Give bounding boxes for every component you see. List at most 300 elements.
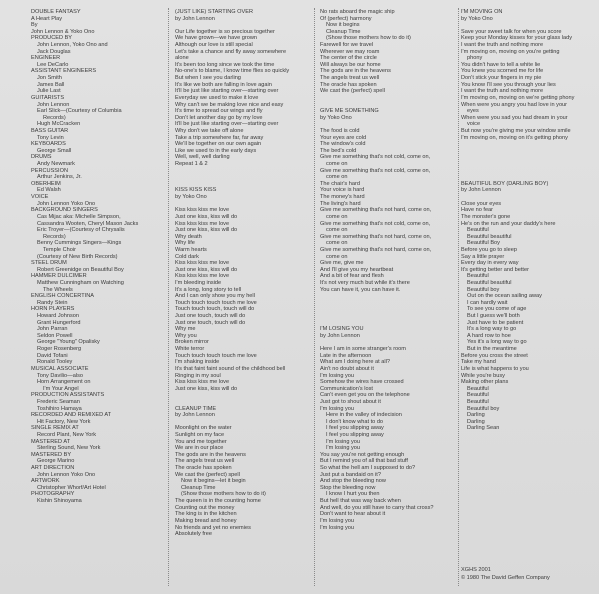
text-line: I can hardly wait [467,299,508,306]
text-line: Randy Stein [37,299,68,306]
text-line: When were you sad you had dream in your [461,114,568,121]
text-line: PRODUCTION ASSISTANTS [31,392,105,399]
text-line: (Show those mothers how to do it) [326,35,411,42]
text-line: Give me something that's not hard, come on, [320,233,432,240]
column-divider [314,8,315,586]
text-line: Why can't we be making love nice and easy [175,101,284,108]
text-line: I'm Your Angel [43,385,79,392]
blank-line [320,306,456,313]
text-line: But when I see you darling [175,75,241,82]
text-line: We cast the (perfect) spell [175,471,240,478]
text-line: Lee DeCarlo [37,61,69,68]
text-line: Touch touch touch touch me love [175,299,257,306]
text-line: We are in our place [175,445,224,452]
text-line: I'm moving on, moving on you're getting [461,48,560,55]
blank-line [320,293,456,300]
blank-line [320,102,456,109]
text-line: Christopher Whorf/Art Hotel [37,484,106,491]
text-line: Why death [175,233,202,240]
text-line: Beautiful [467,392,489,399]
blank-line [175,201,313,208]
text-line: So what the hell am I supposed to do? [320,465,416,472]
text-line: James Ball [37,81,65,88]
text-line: Ronald Tooley [37,359,73,366]
text-line: Yes it's a long way to go [467,339,527,346]
text-line: Farewell for we travel [320,42,374,49]
text-line: Like we used to in the early days [175,147,257,154]
text-line: (Show those mothers how to do it) [181,491,266,498]
catalog-number: XGHS 2001 [461,567,491,573]
text-line: come on [326,240,348,247]
text-line: I'M MOVING ON [461,9,503,15]
text-line: SINGLE REMIX AT [31,425,79,432]
text-line: Now it begins—let it begin [181,478,246,485]
text-line: Give me something that's not hard, come on, [320,207,432,214]
text-line: Just have to be patient [467,319,524,326]
text-line: The center of the circle [320,55,377,62]
text-line: Life is what happens to you [461,365,529,372]
text-line: And well, do you still have to carry that cross? [320,504,434,511]
blank-line [320,339,456,346]
text-line: The gods are in the heavens [320,68,391,75]
text-line: Howard Johnson [37,313,79,320]
text-line: Communication's lost [320,385,373,392]
text-line: Hugh McCracken [37,121,81,128]
text-line: Don't stick your fingers in my pie [461,75,542,82]
text-line: Well, well, well darling [175,154,230,161]
text-line: It's a long way to go [467,326,517,333]
text-line: John Parran [37,326,68,333]
text-line: When were you angry you had love in your [461,101,568,108]
text-line: PHOTOGRAPHY [31,491,75,498]
blank-line [175,419,313,426]
text-line: RECORDED AND REMIXED AT [31,412,112,419]
text-line: I know I hurt you then [326,491,380,498]
blank-line [320,121,456,128]
text-line: DOUBLE FANTASY [31,9,81,15]
text-line: GIVE ME SOMETHING [320,108,379,115]
text-line: Beautiful Boy [467,240,500,247]
text-line: We cast the (perfect) spell [320,88,385,95]
text-line: Why life [175,240,195,247]
text-line: Touch touch touch, touch will do [175,306,255,313]
text-line: MASTERED AT [31,438,71,445]
text-line: alone [175,55,189,62]
text-line: The angels treat us well [320,75,380,82]
text-line: Cassandra Wooten, Cheryl Mason Jacks [37,220,139,227]
text-line: Keep your Monday kisses for your glass lady [461,35,572,42]
blank-line [175,22,313,29]
text-line: Darling [467,412,485,419]
text-line: Just one kiss, kiss will do [175,227,238,234]
text-line: Although our love is still special [175,42,253,49]
text-line: I'm losing you [326,438,361,445]
text-line: I'M LOSING YOU [320,326,364,333]
blank-line [461,148,595,155]
text-line: No-one's to blame, I know time flies so quickly [175,68,290,75]
text-line: Making bread and honey [175,517,237,524]
text-line: ARTWORK [31,478,60,485]
text-line: Why me [175,326,196,333]
text-line: Wherever we may roam [320,48,380,55]
blank-line [461,141,595,148]
text-line: Darling [467,418,485,425]
text-line: Out on the ocean sailing away [467,293,542,300]
text-line: You and me together [175,438,227,445]
text-line: Why you [175,332,197,339]
text-line: eyes [467,108,479,115]
text-line: (JUST LIKE) STARTING OVER [175,9,254,15]
text-line: I'm losing you [320,524,355,531]
text-line: Warm hearts [175,246,207,253]
text-line: But hell that was way back when [320,498,401,505]
text-line: Our Life together is so precious together [175,28,275,35]
text-line: MASTERED BY [31,451,72,458]
text-line: Here I am in some stranger's room [320,346,406,353]
text-line: Counting out the money [175,504,235,511]
text-line: I feel you slipping away [326,425,384,432]
blank-line [461,154,595,161]
text-line: Kiss kiss kiss me love [175,220,230,227]
text-line: OBERHEIM [31,180,61,187]
text-line: Just one kiss, kiss will do [175,213,238,220]
text-line: Late in the afternoon [320,352,372,359]
text-line: KISS KISS KISS [175,187,217,194]
text-line: And stop the bleeding now [320,478,386,485]
text-line: To see you come of age [467,306,527,313]
text-line: Give me something that's not hard, come on, [320,246,432,253]
text-line: John Lennon [37,101,70,108]
blank-line [175,174,313,181]
text-line: BEAUTIFUL BOY (DARLING BOY) [461,180,549,187]
text-line: I'm bleeding inside [175,279,222,286]
text-line: Roger Rosenberg [37,346,82,353]
text-line: Kiss kiss kiss me love [175,379,230,386]
text-line: Take a trip somewhere far, far away [175,134,264,141]
text-line: Just one touch, touch will do [175,319,246,326]
text-line: The window's cold [320,141,366,148]
text-line: Beautiful boy [467,405,500,412]
text-line: But I guess we'll both [467,313,520,320]
text-line: Eric Troyer—(Courtesy of Chrysalis [37,227,125,234]
text-line: You say you're not getting enough [320,451,405,458]
text-line: VOICE [31,194,49,201]
text-line: Somehow the wires have crossed [320,379,404,386]
text-line: The living's hard [320,200,361,207]
text-line: come on [326,174,348,181]
text-line: Kishin Shinoyama [37,498,82,505]
text-line: No friends and yet no enemies [175,524,251,531]
text-line: And I can only show you my hell [175,293,255,300]
text-line: Now it begins [326,22,360,29]
lyrics-column-3 [320,9,456,531]
text-line: ASSISTANT ENGINEERS [31,68,97,75]
text-line: Kiss kiss kiss me love [175,273,230,280]
text-line: John Lennon, Yoko Ono and [37,42,108,49]
text-line: George Small [37,147,72,154]
text-line: But now you're giving me your window smile [461,127,571,134]
text-line: PERCUSSION [31,167,68,174]
text-line: Save your sweet talk for when you score [461,28,562,35]
text-line: Stop the bleeding now [320,484,376,491]
text-line: David Tofani [37,352,68,359]
blank-line [461,22,595,29]
text-line: I'm moving on, moving on we're getting phony [461,94,575,101]
text-line: Arthur Jenkins, Jr. [37,174,82,181]
text-line: Before you go to sleep [461,246,517,253]
text-line: Just one touch, touch will do [175,313,246,320]
text-line: CLEANUP TIME [175,405,217,412]
text-line: ENGLISH CONCERTINA [31,293,94,300]
text-line: Just one kiss, kiss will do [175,266,238,273]
column-divider [458,8,459,586]
text-line: Just one kiss, kiss will do [175,385,238,392]
text-line: Broken mirror [175,339,209,346]
text-line: PRODUCED BY [31,35,73,42]
text-line: Benny Cummings Singers—Kings [37,240,122,247]
text-line: Say a little prayer [461,253,505,260]
credits-column [31,9,171,505]
text-line: Here in the valley of indecision [326,412,402,419]
text-line: It'll be just like starting over—starting over [175,121,279,128]
text-line: You didn't have to tell a white lie [461,61,541,68]
text-line: Why don't we take off alone [175,127,244,134]
blank-line [320,95,456,102]
text-line: The angels treat us well [175,458,235,465]
text-line: Andy Newmark [37,161,75,168]
text-line: Sunlight on my face [175,432,225,438]
text-line: Let's take a chance and fly away somewhere [175,48,287,55]
text-line: KEYBOARDS [31,141,66,148]
text-line: You knew you scorned me for life [461,68,544,75]
text-line: Take my hand [461,359,496,366]
text-line: Records) [43,233,66,240]
text-line: Give me something that's not cold, come on, [320,154,431,161]
text-line: Record Plant, New York [37,432,97,438]
text-line: BACKGROUND SINGERS [31,207,98,214]
text-line: by John Lennon [175,412,215,419]
text-line: come on [326,161,348,168]
text-line: phony [467,55,483,62]
text-line: But I remind you of all that bad stuff [320,458,408,465]
blank-line [320,313,456,320]
text-line: No rats aboard the magic ship [320,9,395,15]
text-line: Earl Slick—(Courtesy of Columbia [37,108,122,115]
text-line: I'm moving on, moving on it's getting phony [461,134,568,141]
text-line: I'm losing you [326,445,361,452]
text-line: Matthew Cunningham on Watching [37,279,124,286]
text-line: Ed Walsh [37,187,61,194]
text-line: Temple Choir [43,246,76,253]
text-line: Your eyes are cold [320,134,367,141]
text-line: John Lennon Yoko Ono [37,471,96,478]
text-line: Tony Davilio—also [37,372,84,379]
text-line: The bed's cold [320,147,357,154]
text-line: Darling Sean [467,425,500,432]
text-line: What am I doing here at all? [320,359,390,366]
text-line: And a bit of fear and flesh [320,273,384,280]
text-line: Jack Douglas [37,48,71,55]
blank-line [461,161,595,168]
text-line: HORN PLAYERS [31,306,75,313]
text-line: We have grown—we have grown [175,35,257,42]
text-line: It's not very much but while it's there [320,279,410,286]
text-line: Everyday we used to make it love [175,94,259,101]
text-line: Can't even get you on the telephone [320,392,410,399]
text-line: Beautiful [467,385,489,392]
text-line: Your voice is hard [320,187,365,194]
text-line: come on [326,227,348,234]
blank-line [175,181,313,188]
blank-line [461,168,595,175]
text-line: But in the meantime [467,346,517,353]
text-line: The food is cold [320,127,360,134]
text-line: Jon Smith [37,75,62,82]
text-line: I don't know what to do [326,418,384,425]
text-line: by John Lennon [175,15,215,22]
copyright-line: © 1980 The David Geffen Company [461,575,550,581]
column-divider [168,8,169,586]
text-line: Cleanup Time [326,28,361,35]
text-line: We'll be together on our own again [175,141,262,148]
text-line: It's time to spread our wings and fly [175,108,263,115]
text-line: It's like we both are falling in love again [175,81,272,88]
text-line: by John Lennon [320,332,360,339]
text-line: The Wheels [43,286,73,293]
blank-line [175,392,313,399]
text-line: by Yoko Ono [461,15,493,22]
text-line: Don't let another day go by my love [175,114,263,121]
text-line: I'm shaking inside [175,359,220,366]
text-line: The gods are in the heavens [175,451,246,458]
text-line: White terror [175,346,205,353]
text-line: Beautiful beautiful [467,233,512,240]
lyrics-column-2 [175,9,313,538]
blank-line [175,399,313,406]
text-line: Julie Last [37,88,61,95]
text-line: The chair's hard [320,180,360,187]
text-line: DRUMS [31,154,52,161]
text-line: ART DIRECTION [31,465,75,472]
text-line: The monster's gone [461,213,511,220]
lyrics-column-4 [461,9,595,432]
text-line: It's that faint faint sound of the childhood bell [175,365,286,372]
text-line: Close your eyes [461,200,502,207]
text-line: By [31,22,38,29]
text-line: Seldon Powell [37,332,73,339]
text-line: Cold dark [175,253,199,260]
text-line: It's getting better and better [461,266,529,273]
text-line: The money's hard [320,194,365,201]
text-line: come on [326,213,348,220]
text-line: John Lennon Yoko Ono [37,200,96,207]
text-line: A hard row to hoe [467,332,511,339]
text-line: While you're busy [461,372,505,379]
text-line: come on [326,253,348,260]
text-line: It's a long, long story to tell [175,286,242,293]
text-line: by Yoko Ono [320,114,352,121]
text-line: Touch touch touch touch me love [175,352,257,359]
text-line: Give me something that's not cold, come on, [320,220,431,227]
text-line: The oracle has spoken [175,465,232,472]
text-line: Grant Hungerford [37,319,81,326]
text-line: Will always be our home [320,61,381,68]
text-line: He's on the run and your daddy's here [461,220,556,227]
text-line: Absolutely free [175,531,213,538]
text-line: MUSICAL ASSOCIATE [31,365,89,372]
text-line: Repeat 1 & 2 [175,161,208,168]
text-line: Just got to shout about it [320,398,381,405]
text-line: Making other plans [461,379,509,386]
text-line: Kiss kiss kiss me love [175,207,230,214]
text-line: Tony Levin [37,134,64,141]
blank-line [175,168,313,175]
text-line: You know I'll see you through your lies [461,81,556,88]
blank-line [320,300,456,307]
text-line: George Marino [37,458,75,465]
text-line: Records) [43,114,66,121]
blank-line [461,174,595,181]
text-line: The oracle has spoken [320,81,377,88]
text-line: I want the truth and nothing more [461,42,544,49]
text-line: Cas Mijac aka: Michelle Simpson, [37,213,121,220]
text-line: GUITARISTS [31,94,65,101]
text-line: The king is in the kitchen [175,511,237,518]
text-line: Every day in every way [461,260,519,267]
text-line: Frederic Seaman [37,398,80,405]
text-line: Toshihiro Hamaya [37,405,82,412]
text-line: Beautiful [467,273,489,280]
text-line: Beautiful beautiful [467,279,512,286]
text-line: HAMMER DULCIMER [31,273,87,280]
text-line: Have no fear [461,207,494,214]
text-line: Don't want to hear about it [320,511,386,518]
text-line: A Heart Play [31,15,63,22]
text-line: Moonlight on the water [175,425,232,432]
text-line: You can have it, you can have it. [320,286,401,293]
text-line: STEEL DRUM [31,260,67,267]
text-line: Hit Factory, New York [37,418,91,425]
text-line: Beautiful [467,398,489,405]
text-line: ENGINEER [31,55,61,62]
text-line: Before you cross the street [461,352,528,359]
text-line: BASS GUITAR [31,127,69,134]
text-line: voice [467,121,481,128]
text-line: The queen is in the counting home [175,498,261,505]
text-line: Sterling Sound, New York [37,445,101,452]
text-line: George "Young" Opalisky [37,339,100,346]
blank-line [320,320,456,327]
text-line: And I'll give you my heartbeat [320,266,394,273]
text-line: Beautiful [467,227,489,234]
text-line: I feel you slipping away [326,432,384,438]
text-line: Cleanup Time [181,484,216,491]
text-line: Just put a bandaid on it? [320,471,381,478]
text-line: Give me, give me [320,260,364,267]
text-line: Beautiful boy [467,286,500,293]
text-line: John Lennon & Yoko Ono [31,28,95,35]
blank-line [461,194,595,201]
text-line: Kiss kiss kiss me love [175,260,230,267]
text-line: I'm losing you [320,405,355,412]
text-line: by John Lennon [461,187,501,194]
text-line: Robert Greenidge on Beautiful Boy [37,266,124,273]
text-line: Ain't no doubt about it [320,365,374,372]
text-line: (Courtesy of New Birth Records) [37,253,118,260]
text-line: I'm losing you [320,372,355,379]
text-line: It's been too long since we took the time [175,61,275,68]
text-line: Horn Arrangement on [37,379,91,386]
